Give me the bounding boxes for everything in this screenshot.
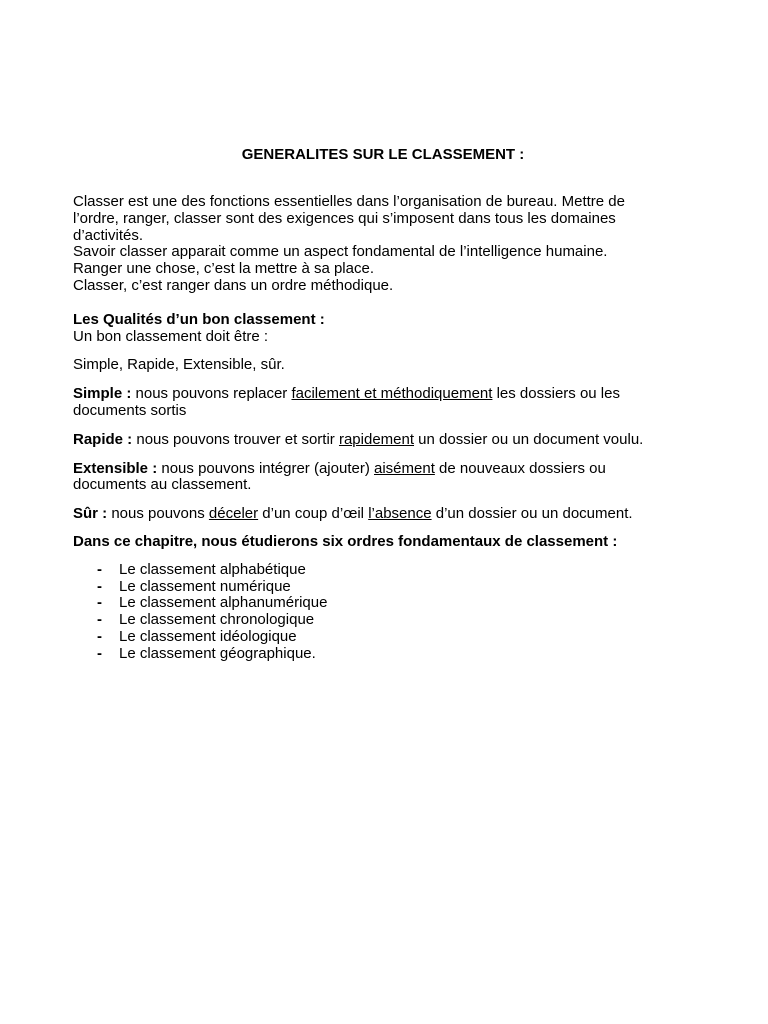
extensible-paragraph: [73, 461, 693, 495]
chapter-heading: Dans ce chapitre, nous étudierons six ordres fondamentaux de classement :: [73, 532, 618, 550]
list-item-label: Le classement alphabétique: [119, 560, 306, 578]
sur-text-before: nous pouvons: [107, 505, 209, 523]
list-item: [73, 629, 693, 646]
sur-underlined-2: l’absence: [368, 505, 432, 523]
extensible-text-after: de nouveaux dossiers ou: [434, 459, 606, 477]
rapide-text-after: un dossier ou un document voulu.: [414, 430, 644, 448]
rapide-line: [73, 432, 693, 449]
simple-label: Simple :: [73, 385, 132, 403]
qualities-section: [73, 312, 693, 346]
qualities-subheading: Un bon classement doit être :: [73, 327, 269, 345]
qualities-heading: Les Qualités d’un bon classement :: [73, 310, 325, 328]
extensible-underlined: aisément: [374, 459, 435, 477]
intro-line: Savoir classer apparait comme un aspect fondamental de l’intelligence humaine.: [73, 243, 608, 261]
document-page: [73, 146, 693, 663]
list-item: [73, 646, 693, 663]
qualities-summary: Simple, Rapide, Extensible, sûr.: [73, 356, 285, 374]
sur-text-after: d’un dossier ou un document.: [431, 505, 633, 523]
list-item-label: Le classement chronologique: [119, 611, 315, 629]
intro-line: Ranger une chose, c’est la mettre à sa place.: [73, 260, 374, 278]
rapide-underlined: rapidement: [338, 430, 415, 448]
rapide-text-before: nous pouvons trouver et sortir: [132, 430, 339, 448]
simple-underlined: facilement et méthodiquement: [291, 385, 493, 403]
bullet-dash: -: [97, 577, 102, 595]
list-item-label: Le classement numérique: [119, 577, 291, 595]
simple-text-after: les dossiers ou les: [492, 385, 620, 403]
extensible-label: Extensible :: [73, 459, 158, 477]
extensible-text-before: nous pouvons intégrer (ajouter): [157, 459, 374, 477]
intro-line: l’ordre, ranger, classer sont des exigences qui s’imposent dans tous les domaines: [73, 209, 616, 227]
bullet-dash: -: [97, 611, 102, 629]
bullet-dash: -: [97, 594, 102, 612]
intro-line: Classer est une des fonctions essentielles dans l’organisation de bureau. Mettre de: [73, 193, 625, 210]
rapide-label: Rapide :: [73, 430, 133, 448]
rapide-paragraph: [73, 432, 693, 449]
list-item-label: Le classement alphanumérique: [119, 594, 328, 612]
extensible-line: [73, 461, 693, 478]
sur-paragraph: [73, 506, 693, 523]
list-item: [73, 579, 693, 596]
bullet-dash: -: [97, 644, 102, 662]
list-item-label: Le classement géographique.: [119, 644, 316, 662]
simple-line: [73, 386, 693, 403]
simple-line-2: documents sortis: [73, 401, 187, 419]
bullet-dash: -: [97, 627, 102, 645]
orders-list: [73, 562, 693, 663]
sur-underlined-1: déceler: [208, 505, 259, 523]
page-title: GENERALITES SUR LE CLASSEMENT :: [241, 146, 525, 163]
extensible-line-2: documents au classement.: [73, 476, 252, 494]
sur-text-middle: d’un coup d’œil: [258, 505, 369, 523]
intro-line: Classer, c’est ranger dans un ordre méthodique.: [73, 276, 394, 294]
sur-label: Sûr :: [73, 505, 108, 523]
simple-text-before: nous pouvons replacer: [131, 385, 292, 403]
intro-line: d’activités.: [73, 226, 144, 244]
simple-paragraph: [73, 386, 693, 420]
bullet-dash: -: [97, 560, 102, 578]
list-item: [73, 612, 693, 629]
intro-paragraph: [73, 194, 693, 295]
sur-line: [73, 506, 693, 523]
list-item: [73, 562, 693, 579]
list-item: [73, 595, 693, 612]
list-item-label: Le classement idéologique: [119, 627, 297, 645]
